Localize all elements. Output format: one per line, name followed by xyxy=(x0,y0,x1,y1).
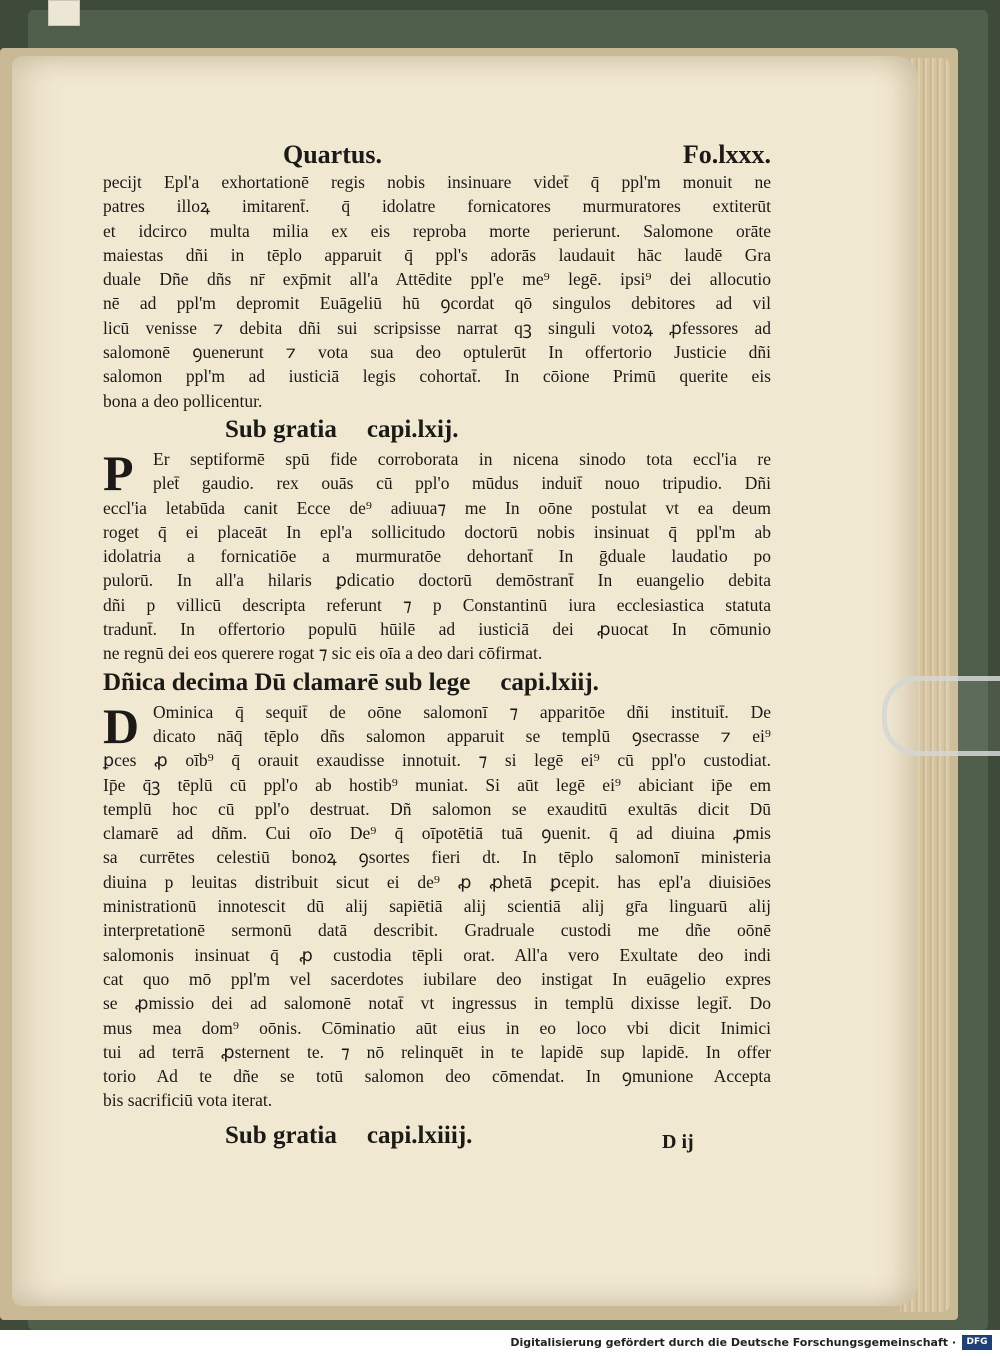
text-line: dicato nāq̄ tēplo dñs salomon apparuit se templū ꝯsecrasse ⁊ ei⁹ xyxy=(153,725,771,746)
text-line: roget q̄ ei placeāt In epl'a sollicitudo doctorū nobis insinuat q̄ ppl'm ab xyxy=(103,521,771,542)
paper-clip xyxy=(882,676,1000,756)
text-line: se ꝓmissio dei ad salomonē notat̄ vt ingressus in templū dixisse legit̄. Do xyxy=(103,993,771,1014)
page-text xyxy=(103,140,771,1153)
text-line: licū venisse ⁊ debita dñi sui scripsisse narrat qꝫ singuli votoꝝ ꝓfessores ad xyxy=(103,317,771,338)
text-line: maiestas dñi in tēplo apparuit q̄ ppl's adorās laudauit hāc laudē Gra xyxy=(103,244,771,265)
text-line: ministrationū innotescit dū alij sapiētiā alij scientiā alij gr̄a linguarū alij xyxy=(103,896,771,917)
initial-letter: D xyxy=(103,697,140,754)
text-line: pulorū. In all'a hilaris ꝑdicatio doctorū demōstrant̄ In euangelio debita xyxy=(103,570,771,591)
folio-number: Fo.lxxx. xyxy=(682,140,771,169)
heading-title: Sub gratia xyxy=(225,1121,337,1149)
signature-mark: D ij xyxy=(662,1131,694,1153)
text-line: Er septiformē spū fide corroborata in nicena sinodo tota eccl'ia re xyxy=(153,448,771,469)
text-line: ꝑces ꝓ oīb⁹ q̄ orauit exaudisse innotuit. ⁊ si legē ei⁹ cū ppl'o custodiat. xyxy=(103,750,771,771)
text-line: bis sacrificiū vota iterat. xyxy=(103,1090,273,1111)
text-line: clamarē ad dñm. Cui oīo De⁹ q̄ oīpotētiā tuā ꝯuenit. q̄ ad diuina ꝓmis xyxy=(103,823,771,844)
running-head-left: Quartus. xyxy=(283,140,382,169)
paragraph-3 xyxy=(103,697,771,1113)
section-heading xyxy=(103,413,771,447)
text-line: interpretationē sermonū datā describit. Gradruale custodi me dñe oōnē xyxy=(103,920,771,941)
text-line: salomonis insinuat q̄ ꝓ custodia tēpli orat. All'a vero Exultate deo indi xyxy=(103,944,771,965)
footer-credit: Digitalisierung gefördert durch die Deutsche Forschungsgemeinschaft · xyxy=(510,1336,956,1349)
text-line: et idcirco multa milia ex eis reproba morte perierunt. Salomone orāte xyxy=(103,220,771,241)
text-line: mus mea dom⁹ oōnis. Cōminatio aūt eius in eo loco vbi dicit Inimici xyxy=(103,1017,771,1038)
paragraph-2 xyxy=(103,444,771,666)
paper-tab xyxy=(48,0,80,26)
text-line: plet̄ gaudio. rex ouās cū ppl'o mūdus induit̄ nouo tripudio. Dñi xyxy=(153,473,771,494)
text-line: idolatria a fornicatiōe a murmuratōe dehortant̄ In ḡduale laudatio po xyxy=(103,546,771,567)
text-line: Ominica q̄ sequit̄ de oōne salomonī ⁊ apparitōe dñi instituit̄. De xyxy=(153,701,771,722)
running-head xyxy=(103,140,771,170)
text-line: tui ad terrā ꝓsternent te. ⁊ nō relinquēt in te lapidē sup lapidē. In offer xyxy=(103,1041,771,1062)
text-line: duale Dñe dñs nr̄ exp̄mit all'a Attēdite ppl'e me⁹ legē. ipsi⁹ dei allocutio xyxy=(103,269,771,290)
text-line: dñi p villicū descripta referunt ⁊ p Constantinū iura ecclesiastica statuta xyxy=(103,594,771,615)
dfg-logo: DFG xyxy=(962,1335,992,1350)
text-line: diuina p leuitas distribuit sicut ei de⁹ ꝓ ꝓhetā ꝑcepit. has epl'a diuisiōes xyxy=(103,871,771,892)
text-line: patres illoꝝ imitarent̄. q̄ idolatre fornicatores murmuratores extiterūt xyxy=(103,196,771,217)
heading-title: Dñica decima Dū clamarē sub lege xyxy=(103,668,471,696)
text-line: eccl'ia letabūda canit Ecce de⁹ adiuua⁊ me In oōne postulat vt ea deum xyxy=(103,497,771,518)
text-line: pecijt Epl'a exhortationē regis nobis insinuare videt̄ q̄ ppl'm monuit ne xyxy=(103,172,771,192)
text-line: sa currētes celestiū bonoꝝ ꝯsortes fieri dt. In tēplo salomonī ministeria xyxy=(103,847,771,868)
text-line: salomonē ꝯuenerunt ⁊ vota sua deo optulerūt In offertorio Justicie dñi xyxy=(103,342,771,363)
text-line: nē ad ppl'm depromit Euāgeliū hū ꝯcordat qō singulos debitores ad vil xyxy=(103,293,771,314)
initial-letter: P xyxy=(103,444,134,501)
text-line: bona a deo pollicentur. xyxy=(103,390,263,411)
footer-bar xyxy=(0,1330,1000,1356)
text-line: cat quo mō ppl'm vel sacerdotes iubilare deo instigat In euāgelio expres xyxy=(103,968,771,989)
text-line: templū hoc cū ppl'o destruat. Dñ salomon se exauditū exultās dicit Dū xyxy=(103,798,771,819)
text-line: salomon ppl'm ad iusticiā legis cohortat̄. In cōione Primū querite eis xyxy=(103,366,771,387)
text-line: Ip̄e q̄ꝫ tēplū cū ppl'o ab hostib⁹ muniat. Si aūt legē ei⁹ abiciant ip̄e em xyxy=(103,774,771,795)
heading-chapter: capi.lxiij. xyxy=(500,668,599,696)
paragraph-1 xyxy=(103,170,771,413)
text-line: torio Ad te dñe se totū salomon deo cōmendat. In ꝯmunione Accepta xyxy=(103,1066,771,1087)
heading-chapter: capi.lxij. xyxy=(366,415,459,443)
heading-title: Sub gratia xyxy=(225,415,337,443)
heading-chapter: capi.lxiiij. xyxy=(366,1121,473,1149)
section-heading xyxy=(103,666,771,700)
text-line: tradunt̄. In offertorio populū hūilē ad iusticiā dei ꝓuocat In cōmunio xyxy=(103,619,771,640)
text-line: ne regnū dei eos querere rogat ⁊ sic eis oīa a deo dari cōfirmat. xyxy=(103,643,543,664)
